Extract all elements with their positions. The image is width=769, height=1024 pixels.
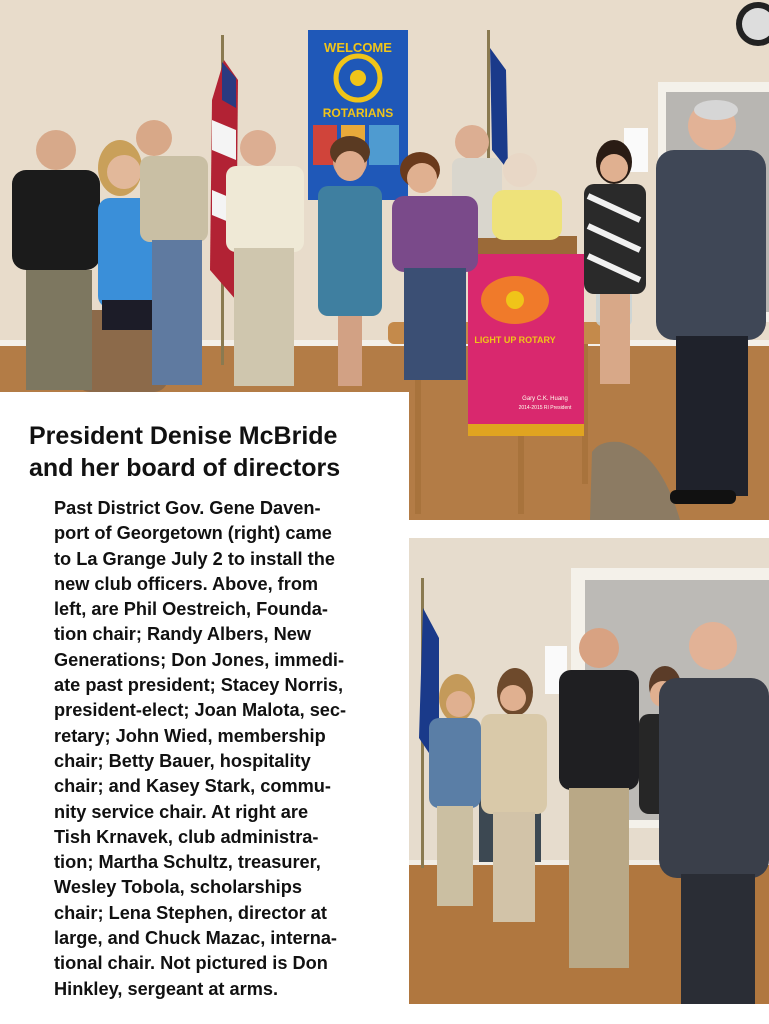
caption-line: Tish Krnavek, club administra- [54,826,319,847]
caption-line: large, and Chuck Mazac, interna- [54,928,337,949]
caption-line: retary; John Wied, membership [54,725,326,746]
banner-welcome-text: WELCOME [324,40,392,55]
caption-line: Generations; Don Jones, immedi- [54,649,345,670]
caption-line: Past District Gov. Gene Daven- [54,498,321,518]
caption-line: left, are Phil Oestreich, Founda- [54,599,328,620]
caption-line: to La Grange July 2 to install the [54,548,335,569]
headline-line-1: President Denise McBride [29,422,338,450]
person-wesley-tobola [559,628,639,968]
caption-line: chair; Lena Stephen, director at [54,902,327,923]
caption-line: chair; Betty Bauer, hospitality [54,750,311,771]
caption-line: port of Georgetown (right) came [54,523,332,544]
podium-banner-title: LIGHT UP ROTARY [474,335,556,345]
caption-line: chair; and Kasey Stark, commu- [54,776,331,797]
caption-line: president-elect; Joan Malota, sec- [54,700,347,721]
podium-banner-name: Gary C.K. Huang [522,396,568,402]
person-stacey-norris [226,130,304,386]
caption-line: tion chair; Randy Albers, New [54,624,312,645]
photo-caption [54,496,394,1002]
caption-line: tion; Martha Schultz, treasurer, [54,852,321,873]
podium-banner-sub: 2014-2015 RI President [518,405,572,411]
caption-line: Wesley Tobola, scholarships [54,877,302,898]
headline-line-2: and her board of directors [29,454,341,482]
headline [29,420,399,484]
photo-bottom-illustration [409,538,769,1004]
banner-rotarians-text: ROTARIANS [322,106,394,120]
photo-club-officers [409,538,769,1004]
caption-line: Hinkley, sergeant at arms. [54,978,279,999]
caption-line: nity service chair. At right are [54,801,309,822]
caption-line: tional chair. Not pictured is Don [54,953,328,974]
caption-line: ate past president; Stacey Norris, [54,675,344,696]
caption-line: new club officers. Above, from [54,573,319,594]
